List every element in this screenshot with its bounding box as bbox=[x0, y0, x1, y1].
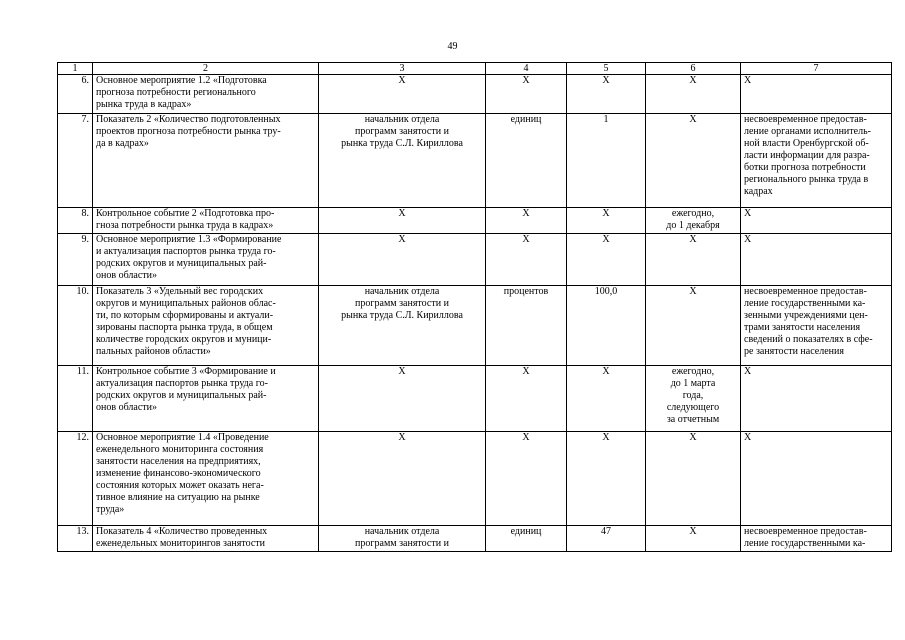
measure-name-cell: Контрольное событие 3 «Формирование и актуализация паспортов рынка труда го- родских округов и муниципальных рай- онов области» bbox=[93, 366, 319, 432]
responsible-person-cell: X bbox=[319, 75, 486, 114]
row-number-cell: 7. bbox=[58, 114, 93, 208]
responsible-person-cell: начальник отдела программ занятости и рынка труда С.Л. Кириллова bbox=[319, 114, 486, 208]
consequence-cell: несвоевременное предостав- ление государственными ка- зенными учреждениями цен- трами занятости населения сведений о показателях в сфе- ре занятости населения bbox=[741, 286, 892, 366]
value-cell: 100,0 bbox=[567, 286, 646, 366]
consequence-cell: X bbox=[741, 75, 892, 114]
document-table bbox=[57, 62, 892, 552]
unit-cell: X bbox=[486, 208, 567, 234]
row-number-cell: 10. bbox=[58, 286, 93, 366]
consequence-cell: X bbox=[741, 366, 892, 432]
unit-cell: единиц bbox=[486, 114, 567, 208]
responsible-person-cell: начальник отдела программ занятости и рынка труда С.Л. Кириллова bbox=[319, 286, 486, 366]
deadline-cell: ежегодно, до 1 марта года, следующего за отчетным bbox=[646, 366, 741, 432]
row-number-cell: 6. bbox=[58, 75, 93, 114]
measure-name-cell: Контрольное событие 2 «Подготовка про- гноза потребности рынка труда в кадрах» bbox=[93, 208, 319, 234]
measure-name-cell: Основное мероприятие 1.4 «Проведение еженедельного мониторинга состояния занятости населения на предприятиях, изменение финансово-экономического состояния которых может оказать нега- тивное влияние на ситуацию на рынке труда» bbox=[93, 432, 319, 526]
unit-cell: X bbox=[486, 75, 567, 114]
unit-cell: X bbox=[486, 366, 567, 432]
deadline-cell: X bbox=[646, 432, 741, 526]
deadline-cell: X bbox=[646, 114, 741, 208]
measure-name-cell: Показатель 4 «Количество проведенных еженедельных мониторингов занятости bbox=[93, 526, 319, 552]
consequence-cell: несвоевременное предостав- ление органами исполнитель- ной власти Оренбургской об- ласти информации для разра- ботки прогноза потребности регионального рынка труда в кадрах bbox=[741, 114, 892, 208]
value-cell: X bbox=[567, 432, 646, 526]
deadline-cell: ежегодно, до 1 декабря bbox=[646, 208, 741, 234]
row-number-cell: 11. bbox=[58, 366, 93, 432]
column-header: 1 bbox=[58, 63, 93, 75]
row-number-cell: 12. bbox=[58, 432, 93, 526]
unit-cell: X bbox=[486, 432, 567, 526]
page-number: 49 bbox=[447, 41, 458, 52]
table-row bbox=[58, 234, 892, 286]
deadline-cell: X bbox=[646, 234, 741, 286]
measure-name-cell: Основное мероприятие 1.3 «Формирование и актуализация паспортов рынка труда го- родских округов и муниципальных рай- онов области» bbox=[93, 234, 319, 286]
responsible-person-cell: X bbox=[319, 234, 486, 286]
value-cell: X bbox=[567, 75, 646, 114]
consequence-cell: несвоевременное предостав- ление государственными ка- bbox=[741, 526, 892, 552]
responsible-person-cell: X bbox=[319, 366, 486, 432]
value-cell: X bbox=[567, 366, 646, 432]
unit-cell: процентов bbox=[486, 286, 567, 366]
responsible-person-cell: X bbox=[319, 208, 486, 234]
table-row bbox=[58, 75, 892, 114]
measure-name-cell: Основное мероприятие 1.2 «Подготовка прогноза потребности регионального рынка труда в кадрах» bbox=[93, 75, 319, 114]
value-cell: 1 bbox=[567, 114, 646, 208]
responsible-person-cell: начальник отдела программ занятости и bbox=[319, 526, 486, 552]
row-number-cell: 8. bbox=[58, 208, 93, 234]
table-row bbox=[58, 366, 892, 432]
responsible-person-cell: X bbox=[319, 432, 486, 526]
value-cell: 47 bbox=[567, 526, 646, 552]
unit-cell: X bbox=[486, 234, 567, 286]
row-number-cell: 9. bbox=[58, 234, 93, 286]
consequence-cell: X bbox=[741, 208, 892, 234]
measure-name-cell: Показатель 3 «Удельный вес городских округов и муниципальных районов облас- ти, по которым сформированы и актуали- зированы паспорта рынка труда, в общем количестве городских округов и муници- пальных районов области» bbox=[93, 286, 319, 366]
table-row bbox=[58, 208, 892, 234]
table-row bbox=[58, 286, 892, 366]
column-header: 6 bbox=[646, 63, 741, 75]
table-row bbox=[58, 432, 892, 526]
table-row bbox=[58, 526, 892, 552]
unit-cell: единиц bbox=[486, 526, 567, 552]
column-header: 2 bbox=[93, 63, 319, 75]
deadline-cell: X bbox=[646, 286, 741, 366]
consequence-cell: X bbox=[741, 432, 892, 526]
deadline-cell: X bbox=[646, 526, 741, 552]
value-cell: X bbox=[567, 208, 646, 234]
column-header: 5 bbox=[567, 63, 646, 75]
column-header: 3 bbox=[319, 63, 486, 75]
value-cell: X bbox=[567, 234, 646, 286]
column-header: 4 bbox=[486, 63, 567, 75]
row-number-cell: 13. bbox=[58, 526, 93, 552]
measure-name-cell: Показатель 2 «Количество подготовленных проектов прогноза потребности рынка тру- да в кадрах» bbox=[93, 114, 319, 208]
table-row bbox=[58, 114, 892, 208]
consequence-cell: X bbox=[741, 234, 892, 286]
deadline-cell: X bbox=[646, 75, 741, 114]
table-header-row bbox=[58, 63, 892, 75]
column-header: 7 bbox=[741, 63, 892, 75]
